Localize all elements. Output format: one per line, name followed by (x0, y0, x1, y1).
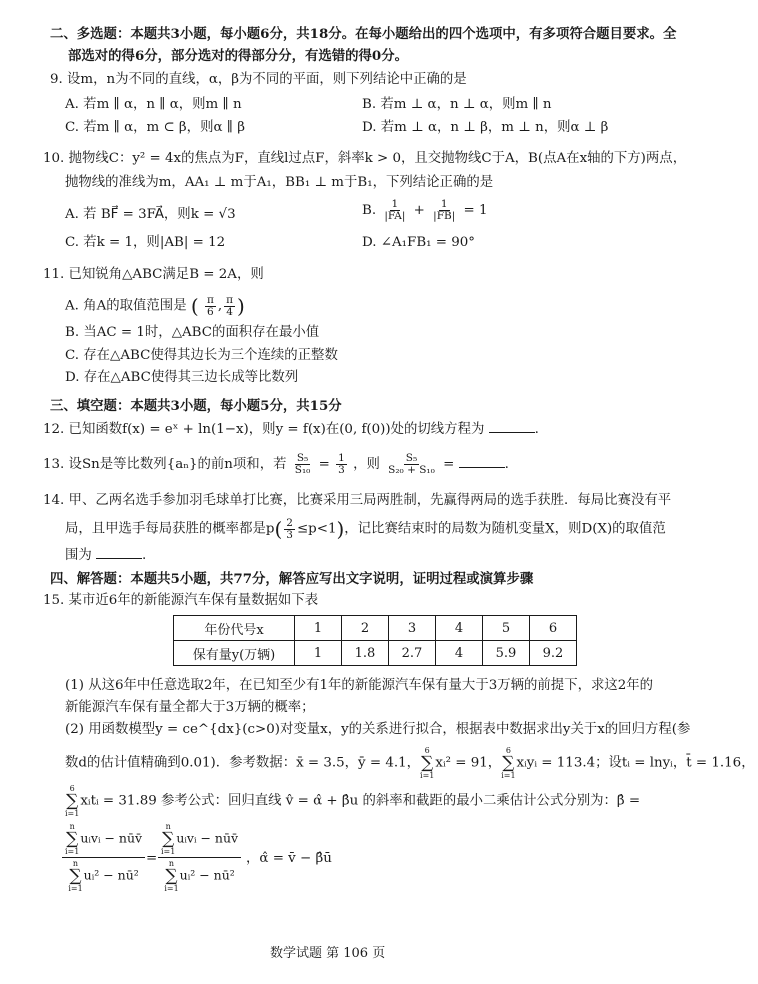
section-2-title: 二、多选题：本题共3小题，每小题6分，共18分。在每小题给出的四个选项中，有多项符合题目要求。全 (50, 26, 677, 42)
table-cell: 3 (389, 616, 436, 641)
q11-a-frac-1-den: 6 (207, 305, 214, 318)
q15-part-2-line-1: (2) 用函数模型y = ce^{dx}(c>0)对变量x，y的关系进行拟合，根据表中数据求出y关于x的回归方程(参 (65, 722, 691, 737)
q14-line-1: 14. 甲、乙两名选手参加羽毛球单打比赛，比赛采用三局两胜制，先赢得两局的选手获胜．每局比赛没有平 (43, 493, 672, 508)
sigma-glyph: ∑ (502, 753, 515, 773)
sum-lower: i=1 (65, 847, 80, 856)
regression-fraction-2 (158, 822, 241, 893)
q15-stem: 15. 某市近6年的新能源汽车保有量数据如下表 (43, 593, 319, 608)
formula-equals: = (146, 851, 158, 866)
table-row (174, 641, 577, 666)
q15-sum-xy: xᵢyᵢ = 113.4；设tᵢ = lnyᵢ，t̄ = 1.16， (516, 755, 755, 771)
q13-frac-3-den: S₂₀ + S₁₀ (388, 464, 435, 476)
regression-fraction-1 (62, 822, 145, 893)
q11-a-frac-1 (205, 295, 216, 318)
table-header-cell: 年份代号x (174, 616, 295, 641)
q14-inequality: ≤p<1 (296, 521, 337, 537)
q10-stem-1: 10. 抛物线C：y² = 4x的焦点为F，直线l过点F，斜率k > 0，且交抛物线C于A，B(点A在x轴的下方)两点， (43, 151, 687, 166)
sum-upper: n (72, 859, 79, 868)
q15-part-2-line-2 (65, 746, 755, 780)
q13: 13. 设Sn是等比数列{aₙ}的前n项和，若 $\frac{\text{S₅}}{\text{S₁₀}}$ = $\frac{1}{3}$ ，则 $\frac{\text{S₅}}{\text{S₂₀ + S₁₀}}$ = . (43, 452, 509, 476)
q10-stem-2: 抛物线的准线为m，AA₁ ⊥ m于A₁，BB₁ ⊥ m于B₁，下列结论正确的是 (65, 175, 494, 190)
table-cell: 2 (342, 616, 389, 641)
q14-frac-den: 3 (286, 528, 293, 541)
numerator-text: uᵢvᵢ − nūv̄ (176, 830, 239, 846)
sum-lower: i=1 (68, 884, 83, 893)
q14-frac-num: 2 (286, 516, 293, 529)
q13-frac-1-num: S₅ (296, 452, 309, 464)
q12: 12. 已知函数f(x) = eˣ + ln(1−x)，则y = f(x)在(0, f(0))处的切线方程为 . (43, 422, 539, 437)
q15-part-1-line-2: 新能源汽车保有量全都大于3万辆的概率； (65, 700, 315, 715)
sum-symbol (420, 746, 434, 780)
q11-a-text: A. 角A的取值范围是 (65, 298, 187, 314)
denominator-text: uᵢ² − nū² (179, 867, 235, 883)
sum-upper: 6 (69, 784, 75, 793)
sum-symbol (161, 822, 175, 856)
q11-option-b: B. 当AC = 1时，△ABC的面积存在最小值 (65, 325, 320, 340)
q11-a-close-paren: ) (237, 294, 245, 318)
q9-option-a: A. 若m ∥ α，n ∥ α，则m ∥ n (65, 97, 242, 112)
q13-text: 13. 设Sn是等比数列{aₙ}的前n项和，若 (43, 457, 287, 472)
q10-option-b (362, 199, 488, 222)
q10-b-plus: + (413, 203, 425, 218)
q11-option-d: D. 存在△ABC使得其三边长成等比数列 (65, 370, 299, 385)
page-footer: 数学试题 第 106 页 (270, 946, 386, 961)
section-4-title: 四、解答题：本题共5小题，共77分，解答应写出文字说明，证明过程或演算步骤 (50, 571, 534, 587)
sum-upper: n (168, 859, 175, 868)
q9-stem: 9. 设m，n为不同的直线，α，β为不同的平面，则下列结论中正确的是 (50, 72, 467, 87)
q13-frac-1 (293, 453, 313, 476)
q14-answer-blank[interactable] (96, 546, 142, 559)
q15-data-table (173, 615, 577, 666)
q14-line-3: 围为 . (65, 548, 147, 563)
q10-b-result: = 1 (463, 203, 488, 218)
q14-close-paren: ) (336, 517, 345, 541)
q11-stem: 11. 已知锐角△ABC满足B = 2A，则 (43, 267, 264, 282)
q10-b-frac-1 (382, 199, 407, 222)
table-cell: 5.9 (483, 641, 530, 666)
sum-upper: 6 (505, 746, 511, 755)
section-3-title: 三、填空题：本题共3小题，每小题5分，共15分 (50, 398, 342, 414)
denominator-text: uᵢ² − nū² (83, 867, 139, 883)
table-header-cell: 保有量y(万辆) (174, 641, 295, 666)
table-cell: 4 (436, 616, 483, 641)
table-cell: 1 (295, 641, 342, 666)
sum-symbol (501, 746, 515, 780)
table-cell: 2.7 (389, 641, 436, 666)
q10-option-c: C. 若k = 1，则|AB| = 12 (65, 235, 226, 250)
sigma-glyph: ∑ (421, 753, 434, 773)
q14-open-paren: ( (274, 517, 283, 541)
sum-upper: n (165, 822, 171, 831)
q15-sum-x-squared: xᵢ² = 91， (435, 755, 502, 771)
q9-option-c: C. 若m ∥ α，m ⊂ β，则α ∥ β (65, 120, 245, 135)
q9-option-d: D. 若m ⊥ α，n ⊥ β，m ⊥ n，则α ⊥ β (362, 120, 609, 135)
q11-a-frac-1-num: π (206, 293, 214, 306)
sum-upper: n (69, 822, 75, 831)
sum-symbol (65, 784, 79, 818)
q10-b-frac-1-num: 1 (391, 198, 399, 210)
table-cell: 9.2 (530, 641, 577, 666)
q11-option-a: A. 角A的取值范围是 ( $\frac{\pi}{6}$ , $\frac{\pi}{4}$ ) (65, 293, 245, 318)
q13-answer-blank[interactable] (459, 455, 505, 468)
q13-frac-2-num: 1 (338, 452, 345, 464)
q10-option-d: D. ∠A₁FB₁ = 90° (362, 235, 475, 250)
q15-reference-data: 数d的估计值精确到0.01)．参考数据：x̄ = 3.5，ȳ = 4.1， (65, 755, 421, 771)
q12-answer-blank[interactable] (489, 420, 535, 433)
q14-frac (284, 518, 295, 541)
table-cell: 6 (530, 616, 577, 641)
sum-lower: i=1 (164, 884, 179, 893)
sigma-glyph: ∑ (66, 791, 79, 811)
q13-equals: = (318, 457, 330, 472)
sum-upper: 6 (424, 746, 430, 755)
fraction-denominator (161, 858, 237, 893)
q12-text: 12. 已知函数f(x) = eˣ + ln(1−x)，则y = f(x)在(0, f(0))处的切线方程为 (43, 422, 485, 437)
q13-then: ，则 (353, 457, 380, 472)
table-row (174, 616, 577, 641)
q11-a-frac-2-num: π (226, 293, 234, 306)
q10-b-frac-1-den: |FA| (384, 210, 406, 222)
q11-a-open-paren: ( (190, 294, 199, 318)
q14-line-2 (65, 516, 666, 542)
sum-lower: i=1 (161, 847, 176, 856)
fraction-numerator (158, 822, 241, 858)
sum-symbol (68, 859, 82, 893)
q13-frac-1-den: S₁₀ (294, 464, 311, 476)
sum-symbol (164, 859, 178, 893)
q15-sum-xt-and-formula-intro: xᵢtᵢ = 31.89 参考公式：回归直线 v̂ = α̂ + β̂u 的斜率和截距的最小二乘估计公式分别为：β̂ = (80, 793, 641, 809)
q15-part-2-line-3 (65, 784, 641, 818)
section-2-scoring: 部选对的得6分，部分选对的得部分分，有选错的得0分。 (68, 48, 409, 64)
table-cell: 1 (295, 616, 342, 641)
q14-text-c: 围为 (65, 548, 92, 563)
sigma-glyph: ∑ (66, 829, 79, 849)
q13-frac-3-num: S₅ (405, 452, 418, 464)
fraction-denominator (65, 858, 141, 893)
table-cell: 5 (483, 616, 530, 641)
sum-lower: i=1 (65, 809, 80, 818)
q14-text-a: 局，且甲选手每局获胜的概率都是p (65, 521, 275, 537)
q13-frac-2-den: 3 (338, 464, 345, 476)
q15-part-1-line-1: (1) 从这6年中任意选取2年，在已知至少有1年的新能源汽车保有量大于3万辆的前提下，求这2年的 (65, 678, 654, 693)
q11-option-c: C. 存在△ABC使得其边长为三个连续的正整数 (65, 348, 338, 363)
q10-b-label: B. (362, 203, 377, 218)
q11-a-frac-2-den: 4 (226, 305, 233, 318)
q11-a-frac-2 (224, 295, 235, 318)
numerator-text: uᵢvᵢ − nūv̄ (80, 830, 143, 846)
sigma-glyph: ∑ (165, 866, 178, 886)
fraction-numerator (62, 822, 145, 858)
intercept-formula: ，α̂ = v̄ − β̂ū (246, 851, 332, 866)
q10-b-frac-2-num: 1 (440, 198, 448, 210)
sum-symbol (65, 822, 79, 856)
sum-lower: i=1 (501, 771, 516, 780)
sigma-glyph: ∑ (69, 866, 82, 886)
q9-option-b: B. 若m ⊥ α，n ⊥ α，则m ∥ n (362, 97, 552, 112)
q13-frac-2 (336, 453, 347, 476)
sum-lower: i=1 (420, 771, 435, 780)
q13-equals-2: = (443, 457, 455, 472)
q10-b-frac-2 (431, 199, 457, 222)
q10-b-frac-2-den: |FB| (433, 210, 456, 222)
sigma-glyph: ∑ (162, 829, 175, 849)
q14-text-b: ，记比赛结束时的局数为随机变量X，则D(X)的取值范 (344, 521, 666, 537)
table-cell: 4 (436, 641, 483, 666)
table-cell: 1.8 (342, 641, 389, 666)
q10-option-a: A. 若 BF⃗ = 3FA⃗，则k = √3 (65, 207, 236, 222)
q13-frac-3 (386, 453, 437, 476)
